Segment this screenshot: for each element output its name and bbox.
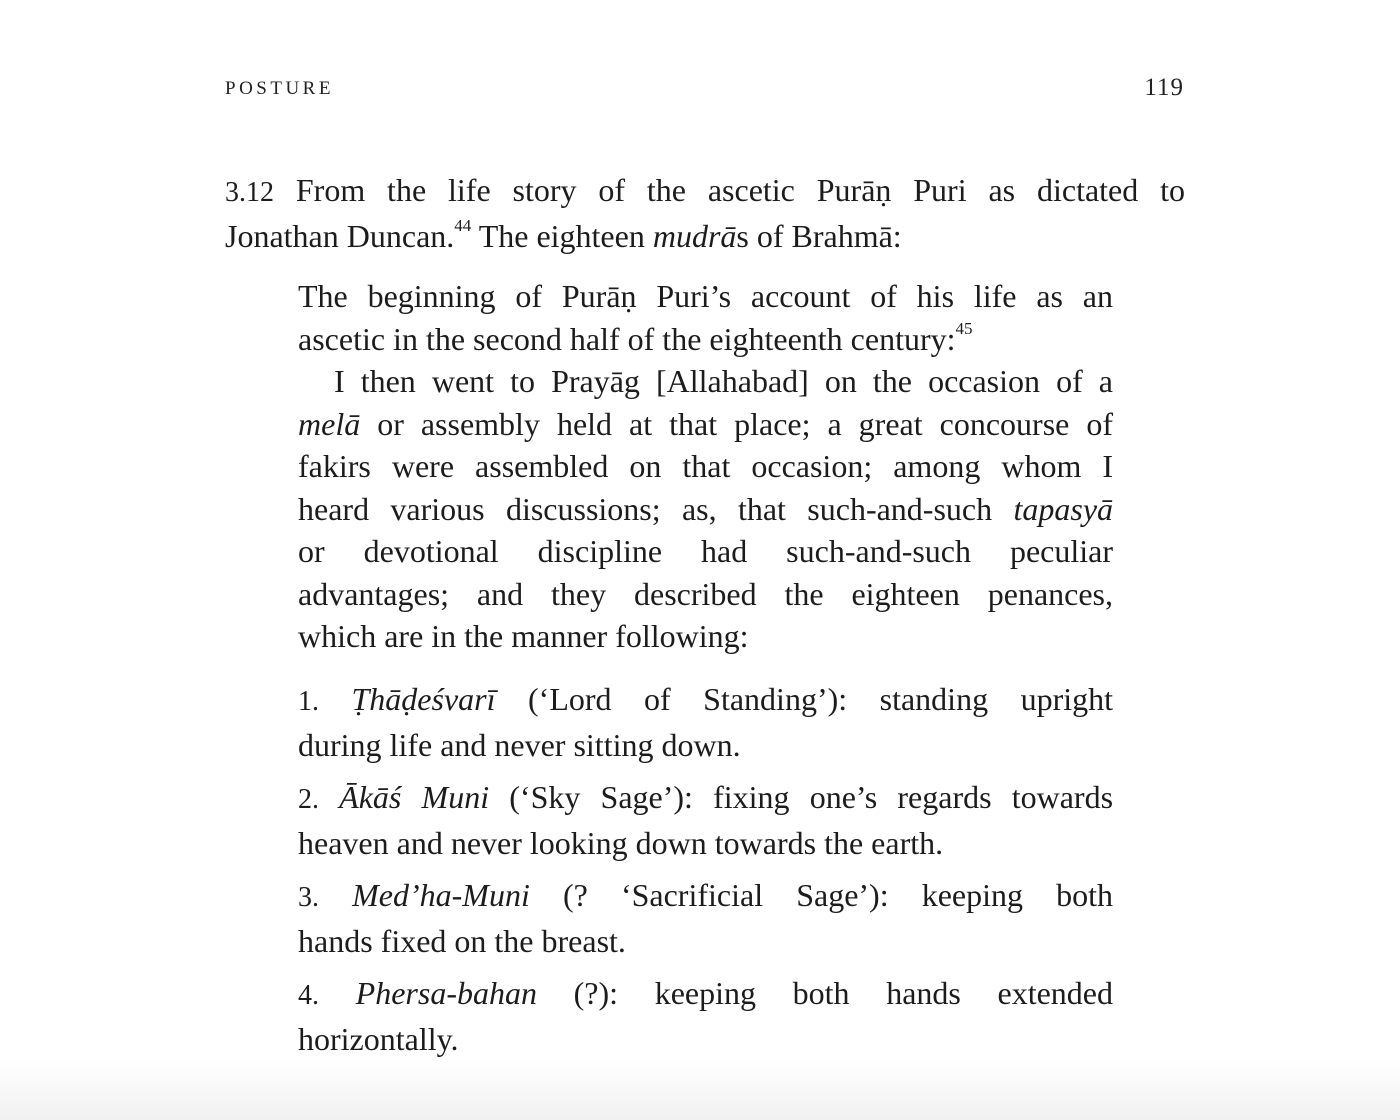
section-line-1 xyxy=(225,169,1185,215)
list-term: Ṭhāḍeśvarī xyxy=(351,681,496,717)
term-tapasya: tapasyā xyxy=(1013,490,1114,527)
footnote-ref[interactable]: 44 xyxy=(454,215,472,235)
quote-intro-line xyxy=(298,318,1113,361)
page-number: 119 xyxy=(1144,74,1184,101)
list-item-line: horizontally. xyxy=(298,1020,459,1057)
list-number: 2. xyxy=(298,784,319,815)
list-term: Ākāś Muni xyxy=(339,779,490,815)
quote-para-line xyxy=(298,403,1113,446)
quote-para-line: advantages; and they described the eighteen penances, xyxy=(298,575,1113,612)
quote-text: ascetic in the second half of the eighteenth century: xyxy=(298,320,956,357)
quote-para-line: or devotional discipline had such-and-such peculiar xyxy=(298,533,1113,569)
section-text: The eighteen xyxy=(478,217,645,254)
quote-para-line xyxy=(298,488,1113,531)
section-line-2 xyxy=(225,215,1185,258)
list-item-line xyxy=(298,678,1113,724)
list-text: (? ‘Sacrificial Sage’): keeping both xyxy=(562,877,1114,913)
list-text: (‘Sky Sage’): fixing one’s regards towards xyxy=(509,779,1114,815)
term-mela: melā xyxy=(298,405,361,442)
list-item xyxy=(298,972,1113,1060)
quote-para-line: I then went to Prayāg [Allahabad] on the occasion of a xyxy=(334,363,1113,399)
quote-text: or assembly held at that place; a great concourse of xyxy=(377,405,1114,442)
section-text: Jonathan Duncan. xyxy=(225,217,455,254)
list-item-line: hands fixed on the breast. xyxy=(298,922,626,959)
block-quote xyxy=(298,275,1113,658)
list-item-line xyxy=(298,972,1113,1018)
quote-para-line: which are in the manner following: xyxy=(298,618,749,654)
running-head: POSTURE xyxy=(225,78,334,99)
footnote-ref[interactable]: 45 xyxy=(955,318,973,338)
list-number: 3. xyxy=(298,882,319,913)
section-heading-paragraph xyxy=(225,169,1185,257)
section-number: 3.12 xyxy=(225,177,274,208)
quote-text: heard various discussions; as, that such-and-such xyxy=(298,490,993,527)
list-item-line xyxy=(298,874,1113,920)
list-item-line xyxy=(298,776,1113,822)
list-item xyxy=(298,874,1113,962)
list-item xyxy=(298,776,1113,864)
list-item-line: during life and never sitting down. xyxy=(298,726,741,763)
page-bottom-shadow xyxy=(0,1060,1400,1120)
list-term: Phersa-bahan xyxy=(355,975,537,1011)
section-text: From the life story of the ascetic Purāṇ Puri as dictated to xyxy=(295,172,1186,208)
list-term: Med’ha-Muni xyxy=(352,877,530,913)
penance-list xyxy=(298,678,1113,1070)
list-text: (‘Lord of Standing’): standing upright xyxy=(528,681,1114,717)
list-item xyxy=(298,678,1113,766)
term-mudras: mudrā xyxy=(652,217,737,254)
quote-intro-line: The beginning of Purāṇ Puri’s account of his life as an xyxy=(298,278,1113,314)
list-item-line: heaven and never looking down towards the earth. xyxy=(298,824,944,861)
list-number: 4. xyxy=(298,980,319,1011)
list-number: 1. xyxy=(298,686,319,717)
section-text: s of Brahmā: xyxy=(736,217,902,254)
quote-para-line: fakirs were assembled on that occasion; among whom I xyxy=(298,448,1113,484)
list-text: (?): keeping both hands extended xyxy=(573,975,1113,1011)
